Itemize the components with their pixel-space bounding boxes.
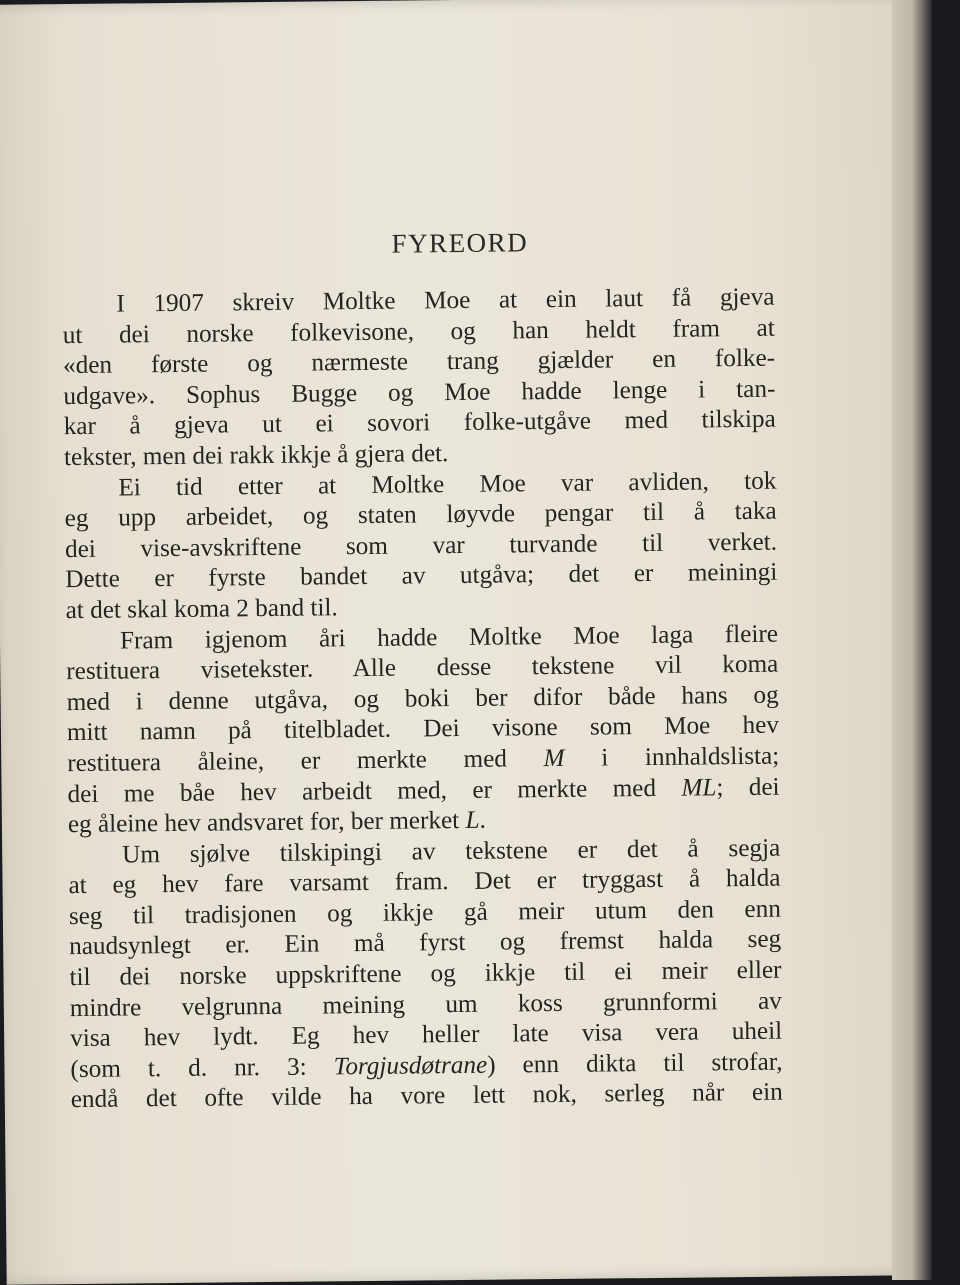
text-segment: i innhaldslista; — [564, 742, 780, 772]
text-line: Fram igjenom åri hadde Moltke Moe laga fleire — [119, 620, 779, 655]
text-line: tekster, men dei rakk ikkje å gjera det. — [63, 440, 449, 472]
song-title-italic: Torgjusdøtrane — [333, 1051, 488, 1081]
text-line: eg upp arbeidet, og staten løyvde pengar til å taka — [64, 497, 777, 533]
text-line: naudsynlegt er. Ein må fyrst og fremst halda seg — [69, 926, 782, 961]
text-line: visa hev lydt. Eg hev heller late visa vera uheil — [70, 1017, 783, 1053]
text-line: I 1907 skreiv Moltke Moe at ein laut få gjeva — [116, 283, 775, 318]
page-edge-shadow — [892, 0, 932, 1280]
text-segment: (som t. d. nr. 3: — [70, 1053, 334, 1083]
text-line: udgave». Sophus Bugge og Moe hadde lenge i tan- — [63, 375, 776, 410]
text-line: Dette er fyrste bandet av utgåva; det er meiningi — [65, 559, 778, 594]
text-segment: . — [479, 806, 486, 834]
marker-italic: M — [543, 744, 565, 773]
text-line: «den første og nærmeste trang gjælder en folke- — [62, 344, 776, 380]
text-line: til dei norske uppskriftene og ikkje til ei meir eller — [69, 956, 782, 992]
text-line: restituera visetekster. Alle desse tekstene vil koma — [66, 650, 779, 686]
text-segment: eg åleine hev andsvaret for, ber merket — [67, 807, 466, 839]
marker-italic: L — [465, 806, 480, 835]
text-line: mitt namn på titelbladet. Dei visone som Moe hev — [66, 711, 780, 747]
text-line: at eg hev fare varsamt fram. Det er tryggast å halda — [68, 864, 781, 900]
text-segment: ) enn dikta til strofar, — [487, 1048, 783, 1079]
text-line: Um sjølve tilskipingi av tekstene er det å segja — [122, 834, 781, 869]
text-line: mindre velgrunna meining um koss grunnformi av — [69, 987, 782, 1022]
body-text — [62, 283, 783, 1116]
marker-italic: ML — [681, 773, 717, 802]
text-line: seg til tradisjonen og ikkje gå meir utum den enn — [68, 895, 781, 930]
text-line: med i denne utgåva, og boki ber difor både hans og — [66, 681, 779, 716]
text-segment: dei me båe hev arbeidt med, er merkte med — [67, 774, 682, 808]
text-line: dei vise-avskriftene som var turvande til verket. — [64, 528, 778, 563]
text-segment: ; dei — [716, 773, 780, 801]
page-title: FYREORD — [391, 227, 529, 259]
text-line: endå det ofte vilde ha vore lett nok, serleg når ein — [70, 1079, 783, 1114]
text-line: Ei tid etter at Moltke Moe var avliden, tok — [118, 467, 777, 502]
text-line: at det skal koma 2 band til. — [65, 594, 338, 625]
text-line: ut dei norske folkevisone, og han heldt fram at — [62, 314, 775, 349]
text-line: kar å gjeva ut ei sovori folke-utgåve med tilskipa — [63, 406, 776, 441]
text-segment: restituera åleine, er merkte med — [67, 745, 544, 778]
